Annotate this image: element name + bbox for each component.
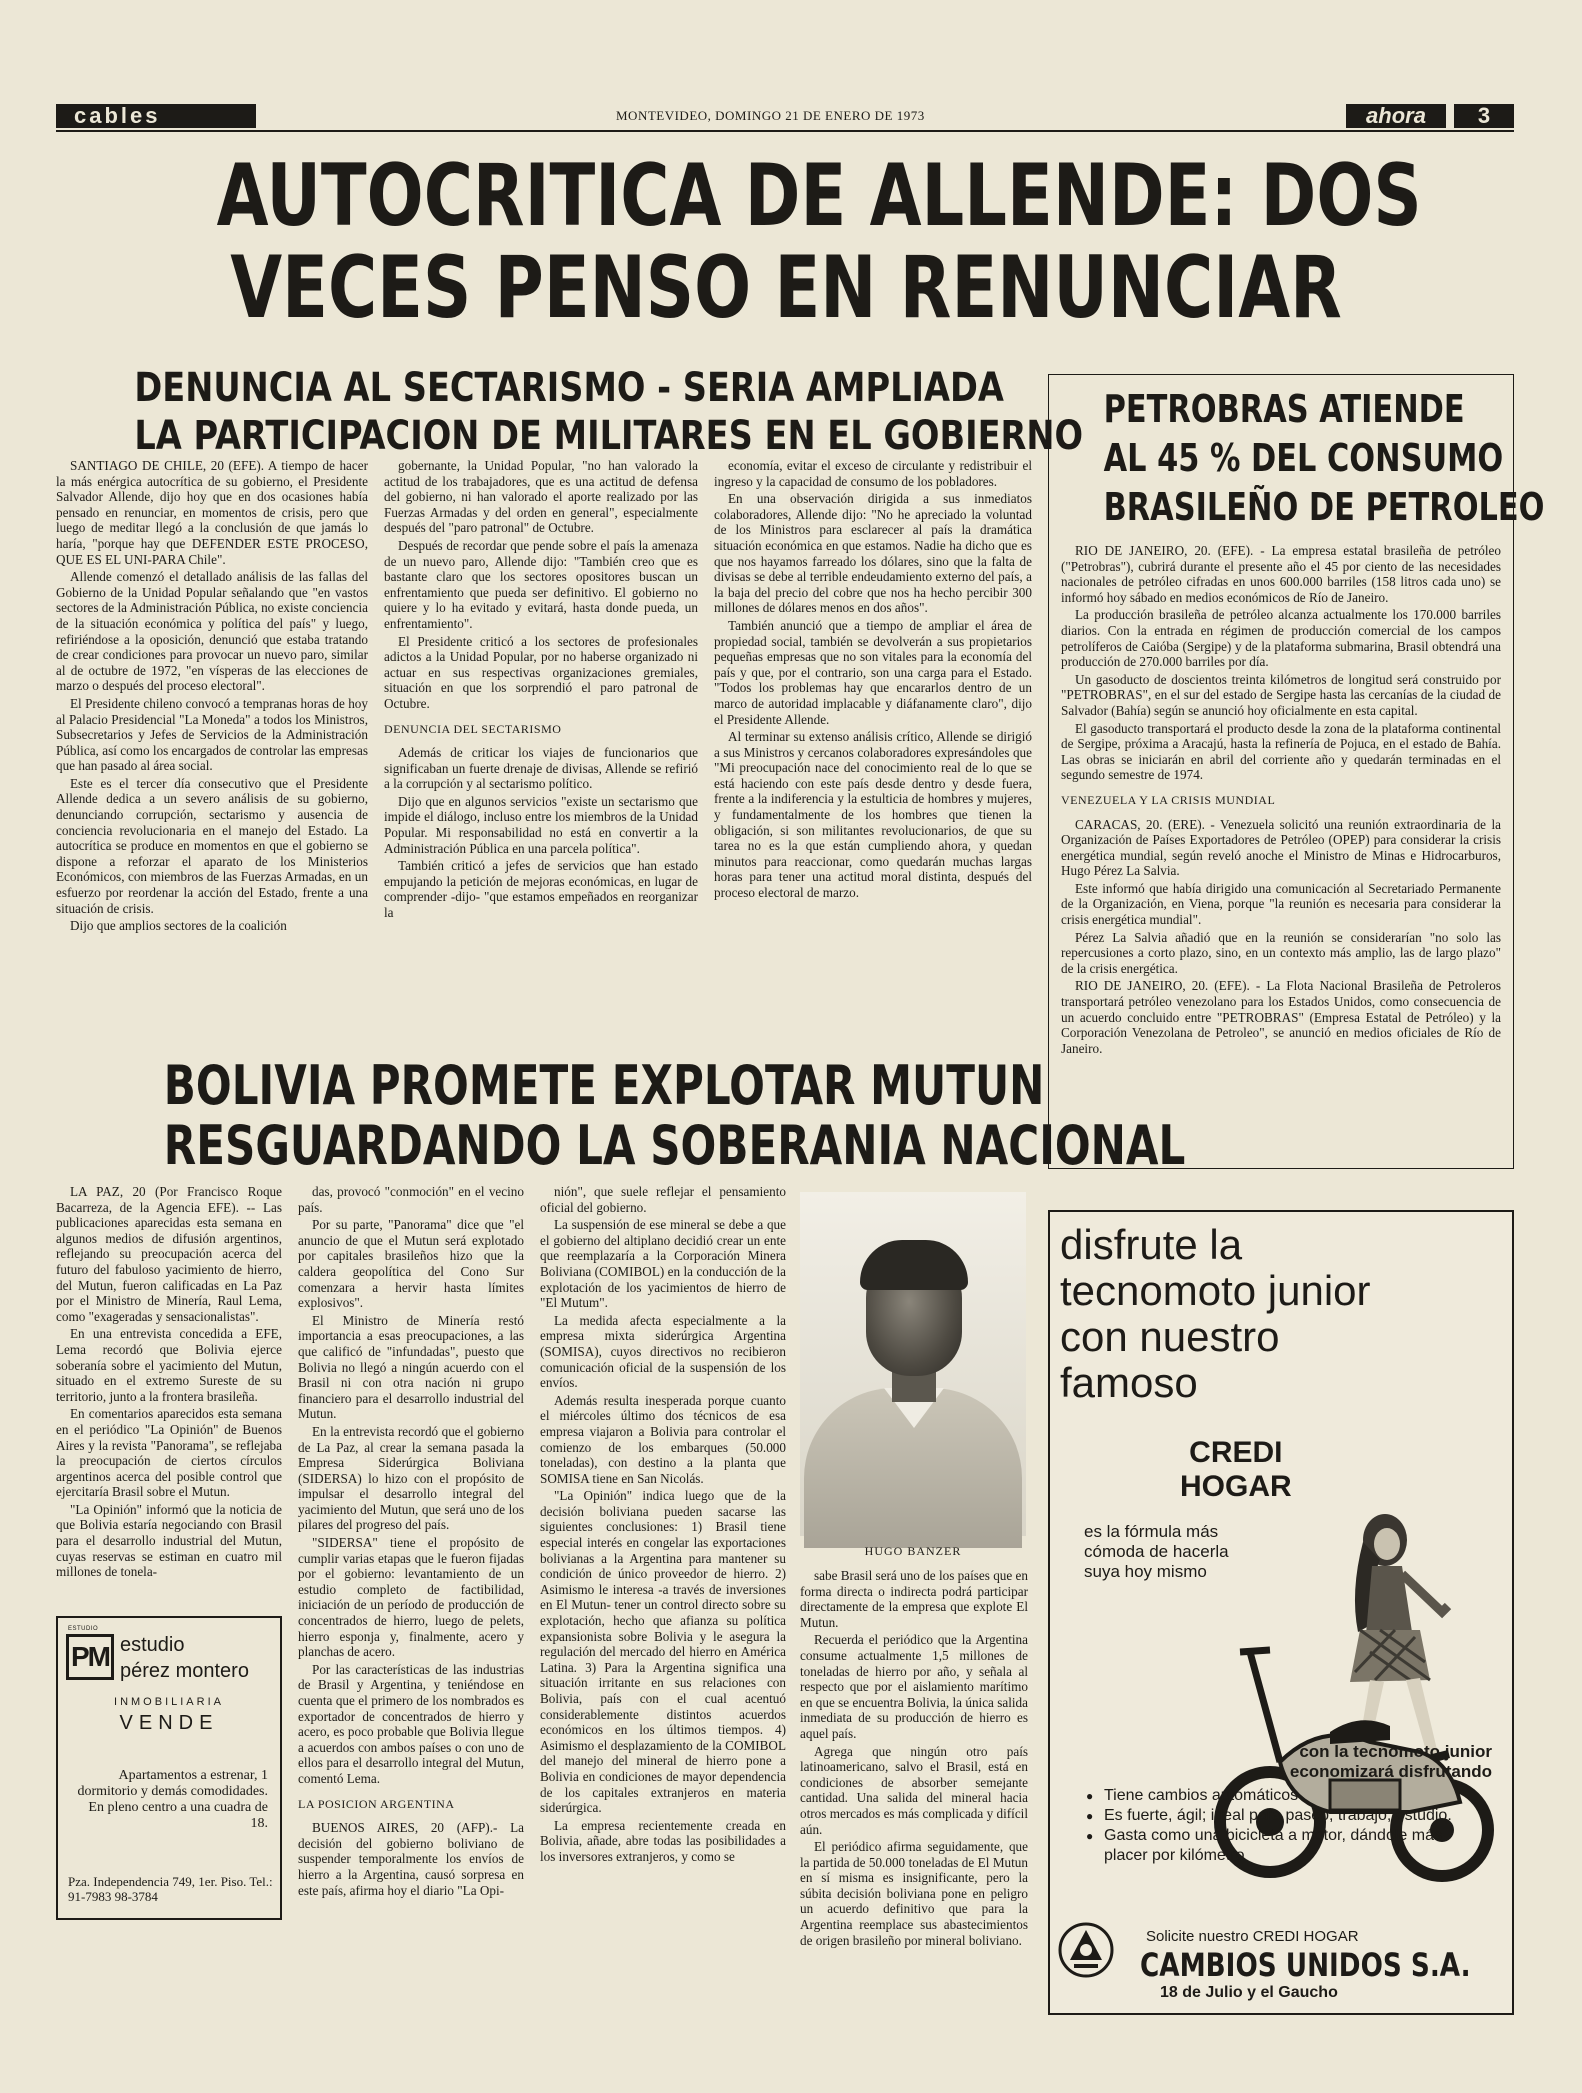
paragraph: El periódico afirma seguidamente, que la partida de 50.000 toneladas de El Mutun en sí misma es insignificante, pero la súbita decisión boliviana pone en peligro un acuerdo definitivo que para la Argentina reemplace sus abastecimientos de origen brasileño por mineral boliviano. [800, 1839, 1028, 1948]
paragraph: RIO DE JANEIRO, 20. (EFE). - La Flota Nacional Brasileña de Petroleros transportará petróleo venezolano para los Estados Unidos, como consecuencia de un acuerdo concluido entre "PETROBRAS" (Empresa Estatal de Petróleo) y la Corporación Venezolana de Petroleo", se anunció en medios oficiales de Río de Janeiro. [1061, 978, 1501, 1056]
paragraph: gobernante, la Unidad Popular, "no han valorado la actitud de los trabajadores, que es una actitud de defensa del gobierno, ni han valorado el aporte realizado por las Fuerzas Armadas y del orden en general", especialmente después del "paro patronal" de Octubre. [384, 458, 698, 536]
bolivia-headline-line: RESGUARDANDO LA SOBERANIA NACIONAL [163, 1114, 1186, 1177]
paragraph: Dijo que en algunos servicios "existe un sectarismo que impide el diálogo, incluso entre los miembros de la Unidad Popular. Mi responsabilidad no está en convertir a la Administración Pública en una parcela política". [384, 793, 698, 856]
paragraph: Por las características de las industrias de Brasil y Argentina, y teniéndose en cuenta que el primero de los nombrados es exportador de concentrados de hierro y acero, es poco probable que Bolivia llegue a acuerdos con ambos países o con uno de ellos para el desarrollo integral del Mutun, comentó Lema. [298, 1661, 524, 1786]
paragraph: Recuerda el periódico que la Argentina consume actualmente 1,5 millones de toneladas de hierro por año, y señala al respecto que por el aislamiento marítimo en que se encuentra Bolivia, la única salida inmediata de su producción de hierro es aquel país. [800, 1632, 1028, 1741]
paragraph: Además resulta inesperada porque cuanto el miércoles último dos técnicos de esa empresa viajaron a Bolivia para controlar el comienzo de los embarques (50.000 toneladas), con destino a la planta que SOMISA tiene en San Nicolás. [540, 1392, 786, 1486]
main-headline [56, 146, 1516, 338]
paragraph: La suspensión de ese mineral se debe a que el gobierno del altiplano decidió crear un ente que reemplazaría a la Corporación Minera Boliviana (COMIBOL) en la conducción de la explotación de los yacimientos de hierro de "El Mutum". [540, 1217, 786, 1311]
paragraph: Allende comenzó el detallado análisis de las fallas del Gobierno de la Unidad Popular señalando que "en vastos sectores de la Administración Pública, no existe conciencia de la situación económica y política del país" y luego, refiriéndose a la oposición, denunció que estaba tratando de crear condiciones para provocar un nuevo paro, similar al de octubre de 1972, "en vísperas de las elecciones de marzo o después del proceso electoral". [56, 569, 369, 694]
paragraph: "La Opinión" indica luego que de la decisión boliviana pueden sacarse las siguientes conclusiones: 1) Brasil tiene especial interés en congelar las exportaciones bolivianas a la Argentina para mantener su condición de único proveedor de hierro. 2) Asimismo le interesa -a través de inversiones en El Mutun- tener un control directo sobre su explotación, hecho que afianza su política expansionista sobre Bolivia y le asegura la regulación del mercado del hierro en América Latina. 3) Para la Argentina significa una situación irritante en sus relaciones con Bolivia, país con el cual acentuó considerablemente distintos acuerdos económicos en los últimos tiempos. 4) Asimismo el desplazamiento de la COMIBOL del manejo del mineral de hierro pone a Bolivia en condiciones de mayor dependencia de los capitales extranjeros en materia siderúrgica. [540, 1488, 786, 1816]
paragraph: Por su parte, "Panorama" dice que "el anuncio de que el Mutun será explotado por capitales brasileños hizo que la caldera geopolítica del Cono Sur comenzara a hervir hasta límites explosivos". [298, 1217, 524, 1311]
estudio-ad [56, 1616, 282, 1920]
ad-feature: ● Es fuerte, ágil; ideal para paseo, trabajo, estudio. [1086, 1806, 1486, 1826]
estudio-name-line: estudio [120, 1634, 185, 1656]
bolivia-column-4 [800, 1568, 1028, 2020]
credi-line: CREDI [1189, 1436, 1283, 1469]
paragraph: La empresa recientemente creada en Bolivia, añade, abre todas las posibilidades a los inversores extranjeros, y como se [540, 1817, 786, 1864]
main-headline-line: AUTOCRITICA DE ALLENDE: DOS [216, 146, 1422, 246]
ad-feature: ● Tiene cambios automáticos [1086, 1786, 1486, 1806]
bolivia-column-1 [56, 1184, 282, 1604]
paragraph: das, provocó "conmoción" en el vecino país. [298, 1184, 524, 1215]
paragraph: BUENOS AIRES, 20 (AFP).- La decisión del gobierno boliviano de suspender temporalmente los envíos de hierro a la Argentina, causó sorpresa en este país, afirma hoy el diario "La Opi- [298, 1820, 524, 1898]
vende-label: VENDE [119, 1712, 219, 1734]
paper-name: ahora [1346, 104, 1446, 128]
paragraph: Además de criticar los viajes de funcionarios que significaban un fuerte drenaje de divisas, Allende se refirió a la corrupción y al sectarismo político. [384, 745, 698, 792]
ad-headline-line: tecnomoto junior [1060, 1267, 1371, 1314]
paragraph: Pérez La Salvia añadió que en la reunión se considerarían "no solo las repercusiones a corto plazo, sino, en un contexto más amplio, las de largo plazo" de la crisis energética. [1061, 929, 1501, 976]
sub-headline-line: LA PARTICIPACION DE MILITARES EN EL GOBIERNO [134, 413, 1084, 459]
paragraph: economía, evitar el exceso de circulante y redistribuir el ingreso y la capacidad de consumo de los pobladores. [714, 458, 1032, 489]
paragraph: El Presidente criticó a los sectores de profesionales adictos a la Unidad Popular, por no haberse organizado ni actuar en sus respectivas organizaciones gremiales, situación en que los sorprendió el paro patronal de Octubre. [384, 633, 698, 711]
paragraph: El Ministro de Minería restó importancia a esas preocupaciones, a las que calificó de "infundadas", puesto que Bolivia no llegó a ningún acuerdo con el Brasil ni con otra nación ni grupo financiero para el desarrollo industrial del Mutun. [298, 1312, 524, 1422]
allende-column-2 [384, 458, 698, 1048]
paragraph: Dijo que amplios sectores de la coalición [70, 918, 287, 934]
paragraph: En una entrevista concedida a EFE, Lema recordó que Bolivia ejerce soberanía sobre el yacimiento del Mutun, situado en el extremo Sureste de su territorio, junto a la frontera brasileña. [56, 1326, 282, 1404]
paragraph: Después de recordar que pende sobre el país la amenaza de un nuevo paro, Allende dijo: "También creo que es bastante claro que los sectores opositores buscan un enfrentamiento que pueda ser definitivo. El gobierno no quiere y lo ha evitado y evitará, hasta donde pueda, un enfrentamiento". [384, 537, 698, 631]
cambios-unidos-emblem-icon [1056, 1920, 1116, 1980]
paragraph: CARACAS, 20. (ERE). - Venezuela solicitó una reunión extraordinaria de la Organización de Países Exportadores de Petróleo (OPEP) para considerar la crisis energética mundial, según reveló anoche el Ministro de Minas e Hidrocarburos, Hugo Pérez La Salvia. [1061, 816, 1501, 879]
bolivia-column-3 [540, 1184, 786, 2020]
paragraph: El Presidente chileno convocó a tempranas horas de hoy al Palacio Presidencial "La Moneda" a todos los Ministros, Subsecretarios y Jefes de Servicios de la Administración Pública, así como los encargados de controlar las empresas que han pasado al área social. [56, 695, 368, 774]
section-title: DENUNCIA DEL SECTARISMO [384, 721, 562, 736]
tecnomoto-ad [1048, 1210, 1514, 2015]
page-number: 3 [1454, 104, 1514, 128]
bolivia-headline [56, 1054, 1186, 1180]
section-title: VENEZUELA Y LA CRISIS MUNDIAL [1061, 792, 1276, 807]
ad-subheadline [1050, 1742, 1506, 1782]
paragraph: El gasoducto transportará el producto desde la zona de la plataforma continental de Sergipe, próxima a Aracajú, hasta la refinería de Pojuca, en el estado de Bahía. Las obras se iniciarán en abril del corriente año y quedarán terminadas en el segundo semestre de 1974. [1061, 720, 1501, 783]
paragraph: "La Opinión" informó que la noticia de que Bolivia estaría negociando con Brasil para el desarrollo industrial del Mutun, cuyas reservas se estiman en cuatro mil millones de tonela- [56, 1501, 282, 1580]
petrobras-headline-line: AL 45 % DEL CONSUMO [1103, 436, 1504, 480]
paragraph: RIO DE JANEIRO, 20. (EFE). - La empresa estatal brasileña de petróleo ("Petrobras"), cubrirá durante el presente año el 45 por ciento de las necesidades nacionales de petróleo cifradas en unos 600.000 barriles (158 litros cada uno) se informó hoy sábado en medios económicos de Río de Janeiro. [1061, 543, 1501, 605]
allende-column-3 [714, 458, 1032, 1048]
credi-hogar-label [1180, 1436, 1292, 1504]
company-name: CAMBIOS UNIDOS S.A. [1140, 1946, 1471, 1984]
ad-subheadline-line: economizará disfrutando [1289, 1762, 1492, 1781]
estudio-name-line: pérez montero [120, 1660, 249, 1682]
ad-headline-line: con nuestro [1060, 1313, 1280, 1360]
ad-feature: ● Gasta como una bicicleta a motor, dándole más placer por kilómetro [1086, 1826, 1486, 1866]
bolivia-column-2 [298, 1184, 524, 2020]
ad-headline-line: disfrute la [1060, 1221, 1243, 1268]
paragraph: Agrega que ningún otro país latinoamericano, salvo el Brasil, está en condiciones de absorber semejante cantidad. Una salida del mineral hacia otros mercados es más complicada y difícil aún. [800, 1743, 1028, 1837]
paragraph: LA PAZ, 20 (Por Francisco Roque Bacarreza, de la Agencia EFE). -- Las publicaciones aparecidas esta semana en algunos medios de difusión argentinos, reflejando su preocupación acerca del futuro del fabuloso yacimiento de hierro, del Mutun, fueron calificadas en La Paz por el Ministro de Minería, Raul Lema, como "exageradas y sensacionalistas". [56, 1184, 282, 1324]
paragraph: "SIDERSA" tiene el propósito de cumplir varias etapas que le fueron fijadas por el gobierno: levantamiento de un estudio completo de factibilidad, iniciación de un período de producción de concentrados de hierro, luego de pelets, hierro esponja y, finalmente, acero y planchas de acero. [298, 1535, 524, 1660]
ad-headline-line: famoso [1060, 1359, 1198, 1406]
paragraph: SANTIAGO DE CHILE, 20 (EFE). A tiempo de hacer la más enérgica autocrítica de su gobierno, el Presidente Salvador Allende, dijo hoy que en dos ocasiones había pensado en renunciar, en momentos de crisis, pero que luego de meditar llegó a la conclusión de que jamás lo haría, "porque hay que DEFENDER ESTE PROCESO, QUE ES EL UNI-PARA Chile". [56, 458, 368, 567]
paragraph: Este es el tercer día consecutivo que el Presidente Allende dedica a un severo análisis de su gobierno, denunciando corrupción, sectarismo y ausencia de conciencia revolucionaria en el manejo del Estado. La autocrítica se produce en momentos en que el gobierno se dispone a reforzar el aparato de los Ministerios Económicos, con miembros de las Fuerzas Armadas, en un esfuerzo por reordenar la acción del Estado, frente a una situación de crisis. [56, 775, 368, 916]
petrobras-box [1048, 374, 1545, 1169]
paragraph: En la entrevista recordó que el gobierno de La Paz, al crear la semana pasada la Empresa Siderúrgica Boliviana (SIDERSA) lo hizo con el propósito de impulsar el desarrollo integral del yacimiento del Mutun, que será uno de los pilares del progreso del país. [298, 1423, 524, 1533]
ad-blurb: es la fórmula más cómoda de hacerla suya hoy mismo [1084, 1522, 1229, 1581]
paragraph: La producción brasileña de petróleo alcanza actualmente los 170.000 barriles diarios. Con la entrada en régimen de producción comercial de los campos petrolíferos de Caióba (Sergipe) y de la plataforma submarina, Brasil obtendrá una producción de 270.000 barriles por día. [1061, 607, 1501, 670]
ad-subheadline-line: con la tecnomoto junior [1299, 1742, 1492, 1761]
main-headline-line: VECES PENSO EN RENUNCIAR [230, 238, 1342, 338]
paragraph: La medida afecta especialmente a la empresa mixta siderúrgica Argentina (SOMISA), cuyos directivos no recibieron comunicación oficial de la suspensión de los envíos. [540, 1312, 786, 1391]
paragraph: sabe Brasil será uno de los países que en forma directa o indirecta podrá participar directamente de la empresa que explote El Mutun. [800, 1568, 1028, 1630]
paragraph: En comentarios aparecidos esta semana en el periódico "La Opinión" de Buenos Aires y la revista "Panorama", se reflejaba la preocupación de ciertos círculos argentinos acerca del posible control que ejercitaría Brasil sobre el Mutun. [56, 1406, 282, 1500]
allende-column-1 [56, 458, 368, 1048]
sub-headline-line: DENUNCIA AL SECTARISMO - SERIA AMPLIADA [134, 365, 1004, 411]
credi-line: HOGAR [1180, 1470, 1292, 1503]
ad-feature-list [1086, 1786, 1486, 1866]
photo-caption: HUGO BANZER [864, 1544, 962, 1558]
logo-small-text: ESTUDIO [68, 1626, 99, 1632]
estudio-text: Apartamentos a estrenar, 1 dormitorio y demás comodidades. En pleno centro a una cuadra de 18. [77, 1768, 268, 1831]
estudio-name [120, 1632, 249, 1684]
section-tab: cables [56, 104, 256, 128]
pm-logo: PM [66, 1634, 114, 1680]
solicite-line: Solicite nuestro CREDI HOGAR [1146, 1928, 1359, 1945]
petrobras-headline-line: PETROBRAS ATIENDE [1103, 387, 1465, 431]
paragraph: nión", que suele reflejar el pensamiento oficial del gobierno. [540, 1184, 786, 1215]
dateline: MONTEVIDEO, DOMINGO 21 DE ENERO DE 1973 [616, 108, 925, 123]
sub-headline [56, 364, 1084, 464]
bolivia-headline-line: BOLIVIA PROMETE EXPLOTAR MUTUN [163, 1054, 1045, 1117]
paragraph: Al terminar su extenso análisis crítico, Allende se dirigió a sus Ministros y cercanos colaboradores expresándoles que "Mi preocupación nace del conocimiento real de lo que se está haciendo con este país desde dentro y desde fuera, frente a la indiferencia y la estulticia de hombres y mujeres, y fundamentalmente de los hombres que tienen la obligación, si son militantes revolucionarios, de que su tarea no es la que están cumpliendo ahora, y quedan minutos para reaccionar, como quedarán muchas largas horas para tener una actitud moral distinta, después del proceso electoral de marzo. [714, 729, 1032, 901]
inmobiliaria-label: INMOBILIARIA [114, 1696, 224, 1708]
paragraph: Este informó que había dirigido una comunicación al Secretariado Permanente de la Organización, en Viena, porque "la reunión es necesaria para considerar la crisis energética mundial". [1061, 880, 1501, 928]
paragraph: También anunció que a tiempo de ampliar el área de propiedad social, también se devolverán a sus propietarios pequeñas empresas que no son vitales para la economía del país y que, por el contrario, son una carga para el Estado. "Todos los problemas hay que encararlos dentro de un marco de autoridad implacable y diáfanamente claro", dijo el Presidente Allende. [714, 617, 1032, 727]
petrobras-headline [1059, 385, 1545, 533]
photo-shape [860, 1240, 968, 1290]
masthead-rule [56, 130, 1514, 132]
petrobras-headline-line: BRASILEÑO DE PETROLEO [1103, 485, 1545, 529]
paragraph: Un gasoducto de doscientos treinta kilómetros de longitud será construido por "PETROBRAS", en el sur del estado de Sergipe hasta las cercanías de la ciudad de Salvador (Bahía) según se anunció hoy oficialmente en esta capital. [1061, 671, 1501, 718]
masthead [56, 104, 1514, 130]
paragraph: En una observación dirigida a sus inmediatos colaboradores, Allende dijo: "No he apreciado la voluntad de los Ministros para esclarecer al país la dramática situación económica en que estamos. Nadie ha dicho que es que nos hayamos farreado los dólares, sino que la falta de divisas se debe al terrible endeudamiento externo del país, a la baja del precio del cobre que nos ha hecho percibir 300 millones de dólares menos en dos años". [714, 491, 1032, 616]
ad-headline [1060, 1222, 1371, 1406]
estudio-address: Pza. Independencia 749, 1er. Piso. Tel.: 91-7983 98-3784 [68, 1874, 273, 1904]
paragraph: También criticó a jefes de servicios que han estado empujando la petición de mejoras económicas, en lugar de comprender -dijo- "que estamos empeñados en reorganizar la [384, 858, 698, 921]
company-address: 18 de Julio y el Gaucho [1160, 1984, 1338, 2001]
section-title: LA POSICION ARGENTINA [298, 1796, 455, 1811]
banzer-photo [800, 1192, 1026, 1536]
petrobras-text [1061, 543, 1501, 1163]
